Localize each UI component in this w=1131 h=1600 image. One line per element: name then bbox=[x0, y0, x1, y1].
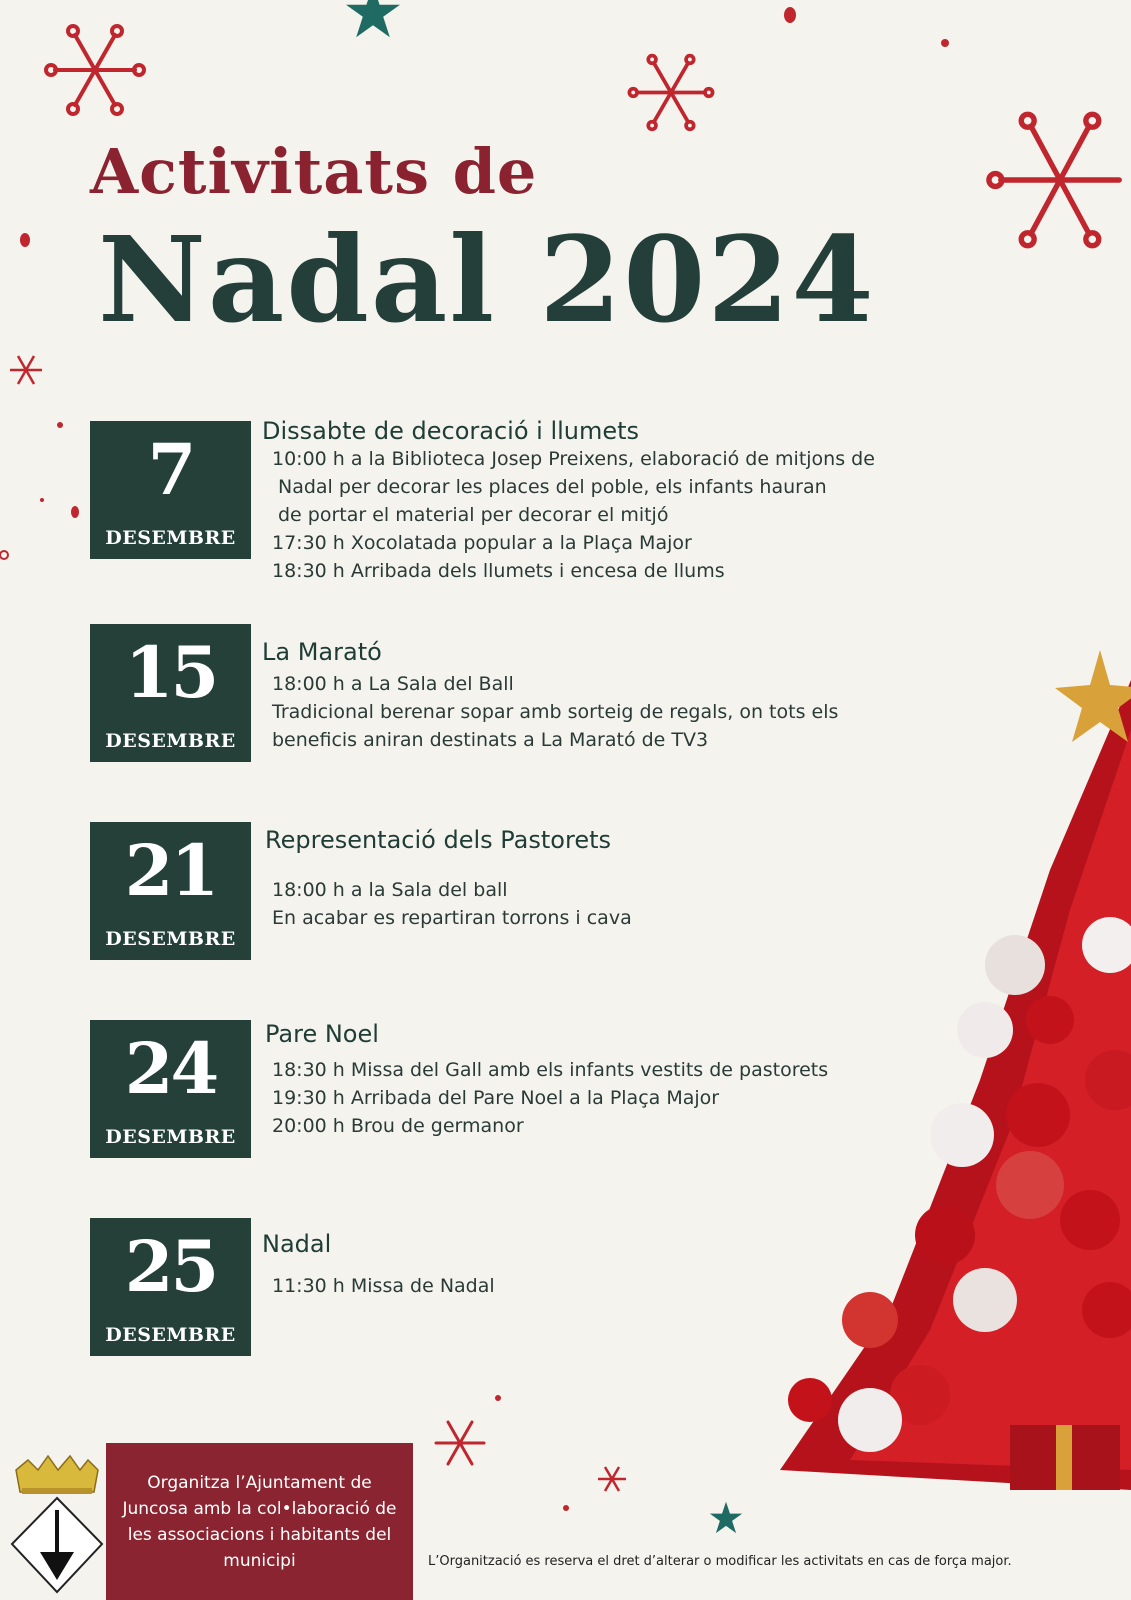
event-line: Nadal per decorar les places del poble, els infants hauran bbox=[278, 476, 827, 498]
event-title: Nadal bbox=[262, 1230, 332, 1258]
date-box bbox=[90, 421, 251, 559]
event-line: 18:00 h a la Sala del ball bbox=[272, 879, 508, 901]
event-details bbox=[272, 876, 632, 932]
date-month: DESEMBRE bbox=[105, 1324, 236, 1346]
date-day: 21 bbox=[124, 829, 217, 912]
event-details bbox=[272, 1272, 495, 1300]
event-line: 18:30 h Missa del Gall amb els infants vestits de pastorets bbox=[272, 1059, 829, 1081]
event-title: Pare Noel bbox=[265, 1020, 379, 1048]
date-box bbox=[90, 1218, 251, 1356]
event-title: Representació dels Pastorets bbox=[265, 826, 611, 854]
date-day: 25 bbox=[124, 1225, 217, 1308]
disclaimer: L’Organització es reserva el dret d’alterar o modificar les activitats en cas de força major. bbox=[428, 1554, 1012, 1569]
event-line: Tradicional berenar sopar amb sorteig de regals, on tots els bbox=[272, 701, 839, 723]
event-line: 11:30 h Missa de Nadal bbox=[272, 1275, 495, 1297]
date-day: 15 bbox=[124, 631, 217, 714]
event-line: 18:30 h Arribada dels llumets i encesa de llums bbox=[272, 560, 725, 582]
event-line: beneficis aniran destinats a La Marató de TV3 bbox=[272, 729, 709, 751]
event-details bbox=[272, 445, 875, 585]
date-day: 24 bbox=[124, 1027, 217, 1110]
date-box bbox=[90, 1020, 251, 1158]
event-line: En acabar es repartiran torrons i cava bbox=[272, 907, 632, 929]
date-month: DESEMBRE bbox=[105, 730, 236, 752]
date-day: 7 bbox=[147, 428, 194, 511]
event-line: 17:30 h Xocolatada popular a la Plaça Major bbox=[272, 532, 692, 554]
date-month: DESEMBRE bbox=[105, 1126, 236, 1148]
event-line: 20:00 h Brou de germanor bbox=[272, 1115, 524, 1137]
title-line2: Nadal 2024 bbox=[98, 210, 876, 349]
date-box bbox=[90, 822, 251, 960]
date-box bbox=[90, 624, 251, 762]
organizer-text: Organitza l’Ajuntament de Juncosa amb la col•laboració de les associacions i habitants del municipi bbox=[122, 1472, 397, 1571]
event-title: La Marató bbox=[262, 638, 382, 666]
event-details bbox=[272, 670, 838, 754]
event-line: 18:00 h a La Sala del Ball bbox=[272, 673, 514, 695]
event-line: 19:30 h Arribada del Pare Noel a la Plaça Major bbox=[272, 1087, 720, 1109]
event-title: Dissabte de decoració i llumets bbox=[262, 417, 640, 445]
event-details bbox=[272, 1056, 828, 1140]
coat-of-arms-icon bbox=[8, 1452, 106, 1600]
event-line: de portar el material per decorar el mitjó bbox=[278, 504, 669, 526]
date-month: DESEMBRE bbox=[105, 928, 236, 950]
event-line: 10:00 h a la Biblioteca Josep Preixens, elaboració de mitjons de bbox=[272, 448, 875, 470]
date-month: DESEMBRE bbox=[105, 527, 236, 549]
title-line1: Activitats de bbox=[90, 135, 538, 208]
organizer-box bbox=[106, 1443, 413, 1600]
